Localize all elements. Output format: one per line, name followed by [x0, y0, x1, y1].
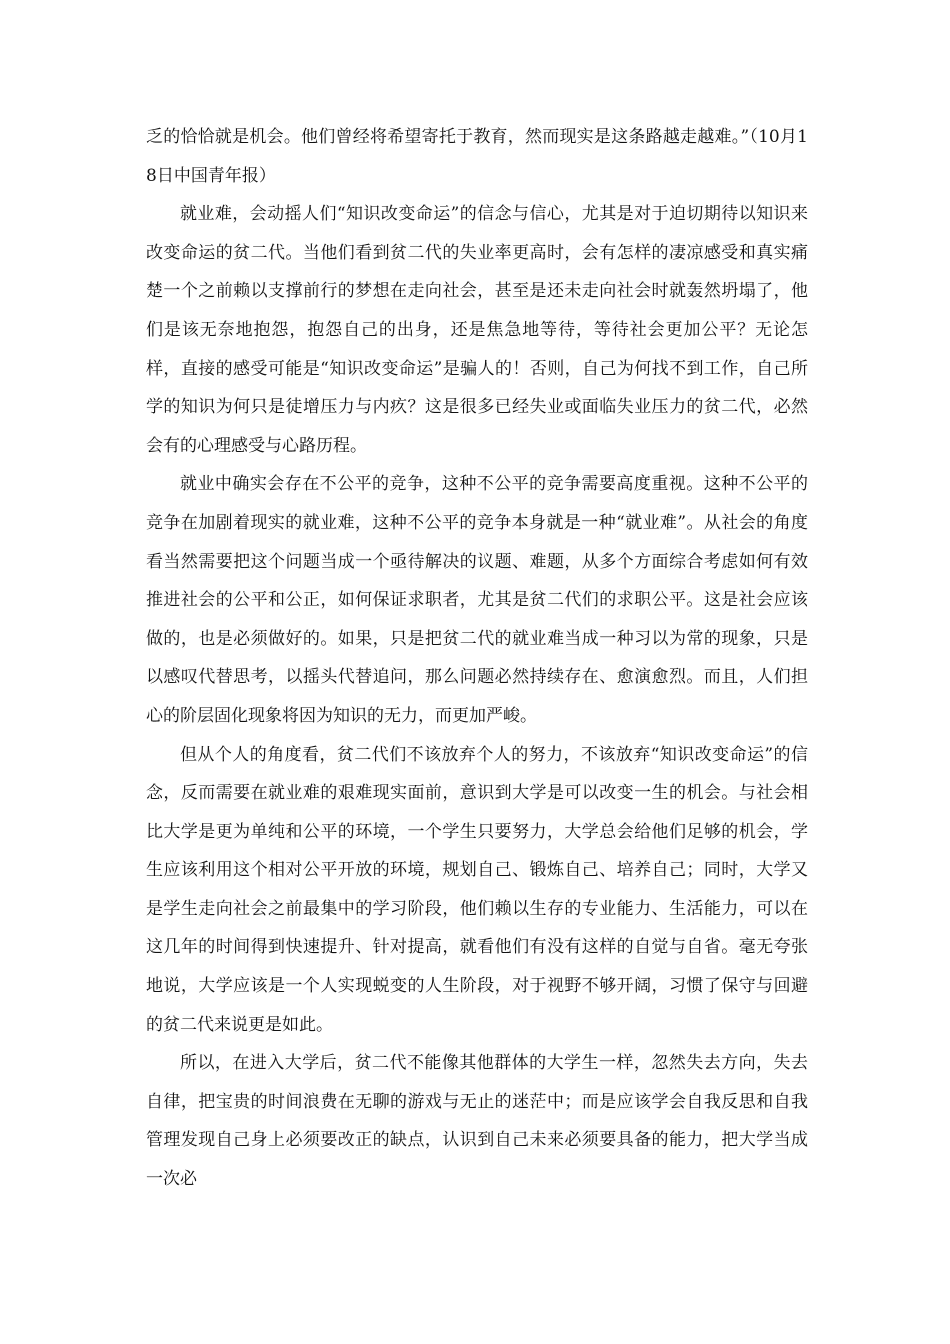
paragraph-3: 就业中确实会存在不公平的竞争，这种不公平的竞争需要高度重视。这种不公平的竞争在加剧着现实的就业难，这种不公平的竞争本身就是一种“就业难”。从社会的角度看当然需要把这个问题当成一个亟待解决的议题、难题，从多个方面综合考虑如何有效推进社会的公平和公正，如何保证求职者，尤其是贫二代们的求职公平。这是社会应该做的，也是必须做好的。如果，只是把贫二代的就业难当成一种习以为常的现象，只是以感叹代替思考，以摇头代替追问，那么问题必然持续存在、愈演愈烈。而且，人们担心的阶层固化现象将因为知识的无力，而更加严峻。 — [146, 474, 808, 726]
paragraph-4: 但从个人的角度看，贫二代们不该放弃个人的努力，不该放弃“知识改变命运”的信念，反而需要在就业难的艰难现实面前，意识到大学是可以改变一生的机会。与社会相比大学是更为单纯和公平的环境，一个学生只要努力，大学总会给他们足够的机会，学生应该利用这个相对公平开放的环境，规划自己、锻炼自己、培养自己；同时，大学又是学生走向社会之前最集中的学习阶段，他们赖以生存的专业能力、生活能力，可以在这几年的时间得到快速提升、针对提高，就看他们有没有这样的自觉与自省。毫无夸张地说，大学应该是一个人实现蜕变的人生阶段，对于视野不够开阔，习惯了保守与回避的贫二代来说更是如此。 — [146, 744, 808, 1035]
paragraph-5: 所以，在进入大学后，贫二代不能像其他群体的大学生一样，忽然失去方向，失去自律，把宝贵的时间浪费在无聊的游戏与无止的迷茫中；而是应该学会自我反思和自我管理发现自己身上必须要改正的缺点，认识到自己未来必须要具备的能力，把大学当成一次必 — [146, 1053, 808, 1190]
paragraph-2: 就业难，会动摇人们“知识改变命运”的信念与信心，尤其是对于迫切期待以知识来改变命运的贫二代。当他们看到贫二代的失业率更高时，会有怎样的凄凉感受和真实痛楚一个之前赖以支撑前行的梦想在走向社会，甚至是还未走向社会时就轰然坍塌了，他们是该无奈地抱怨，抱怨自己的出身，还是焦急地等待，等待社会更加公平？无论怎样，直接的感受可能是“知识改变命运”是骗人的！否则，自己为何找不到工作，自己所学的知识为何只是徒增压力与内疚？这是很多已经失业或面临失业压力的贫二代，必然会有的心理感受与心路历程。 — [146, 204, 808, 456]
article-body — [146, 118, 808, 1199]
paragraph-1: 乏的恰恰就是机会。他们曾经将希望寄托于教育，然而现实是这条路越走越难。”（10月18日中国青年报） — [146, 127, 808, 186]
